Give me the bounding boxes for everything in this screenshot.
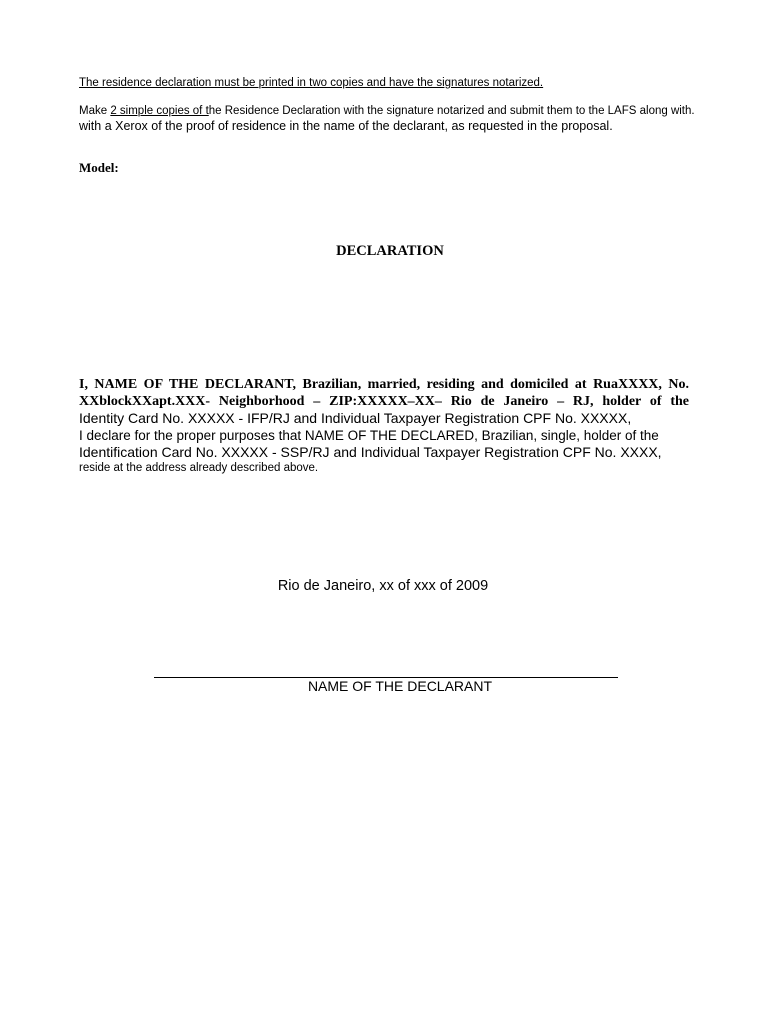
instruction-copies-suffix: he Residence Declaration with the signature notarized and submit them to the LAFS along with. <box>208 105 695 117</box>
model-label: Model: <box>79 160 119 175</box>
instruction-copies-prefix: Make <box>79 105 111 117</box>
body-line-3: Identity Card No. XXXXX - IFP/RJ and Individual Taxpayer Registration CPF No. XXXXX, <box>79 410 632 426</box>
body-line-5: Identification Card No. XXXXX - SSP/RJ and Individual Taxpayer Registration CPF No. XXXX, <box>79 444 662 460</box>
body-line-4: I declare for the proper purposes that NAME OF THE DECLARED, Brazilian, single, holder of the <box>79 428 659 443</box>
body-line-2: XXblockXXapt.XXX- Neighborhood – ZIP:XXXXX–XX– Rio de Janeiro – RJ, holder of the <box>79 394 689 409</box>
declaration-title: DECLARATION <box>336 243 444 259</box>
instruction-copies <box>79 104 695 118</box>
declaration-body <box>79 376 689 476</box>
body-line-6: reside at the address already described above. <box>79 462 319 474</box>
instruction-xerox: with a Xerox of the proof of residence in the name of the declarant, as requested in the proposal. <box>79 119 613 133</box>
instruction-copies-underlined: 2 simple copies of t <box>110 105 209 117</box>
body-line-1: I, NAME OF THE DECLARANT, Brazilian, married, residing and domiciled at RuaXXXX, No. <box>79 377 689 392</box>
signature-name: NAME OF THE DECLARANT <box>307 678 493 694</box>
place-date: Rio de Janeiro, xx of xxx of 2009 <box>277 578 489 594</box>
instruction-notarize: The residence declaration must be printed in two copies and have the signatures notarized. <box>79 77 544 89</box>
